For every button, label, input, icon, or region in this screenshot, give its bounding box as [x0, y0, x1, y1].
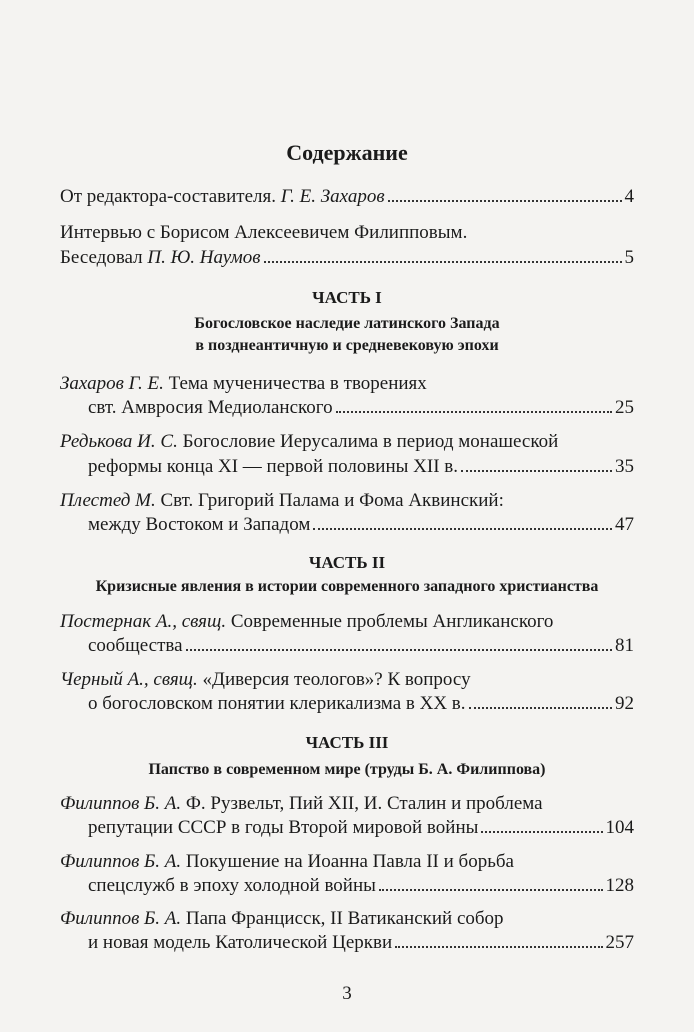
page-number: 25 [615, 397, 634, 418]
part-heading: ЧАСТЬ I [312, 288, 382, 307]
toc-entry-line1: Плестед М. Свт. Григорий Палама и Фома Аквинский: [60, 490, 504, 511]
page-folio: 3 [342, 983, 352, 1004]
entry-author: Захаров Г. Е. [60, 373, 164, 394]
toc-entry-line2: свт. Амвросия Медиоланского 25 [88, 397, 634, 418]
part-heading: ЧАСТЬ III [305, 733, 389, 752]
toc-entry-line1: Черный А., свящ. «Диверсия теологов»? К вопросу [60, 669, 471, 690]
part-subtitle: Богословское наследие латинского Запада [194, 315, 500, 332]
toc-entry-line1: Редькова И. С. Богословие Иерусалима в период монашеской [60, 431, 559, 452]
toc-entry-line1: Филиппов Б. А. Папа Францисск, II Ватиканский собор [60, 908, 504, 929]
page-number: 4 [624, 186, 634, 207]
leader-dots [469, 707, 612, 709]
page-number: 92 [615, 693, 634, 714]
leader-dots [388, 200, 622, 202]
part-heading: ЧАСТЬ II [308, 553, 386, 572]
toc-entry-editor: От редактора-составителя. Г. Е. Захаров 4 [60, 186, 634, 207]
leader-dots [336, 411, 612, 413]
toc-entry-line2: и новая модель Католической Церкви 257 [88, 932, 634, 953]
part-subtitle: Кризисные явления в истории современного западного христианства [95, 578, 599, 595]
entry-author: Редькова И. С. [60, 431, 178, 452]
leader-dots [379, 889, 603, 891]
page-number: 47 [615, 514, 634, 535]
toc-entry-line2: реформы конца XI — первой половины XII в. 35 [88, 456, 634, 477]
part-subtitle: Папство в современном мире (труды Б. А. Филиппова) [148, 761, 546, 778]
page-number: 257 [605, 932, 634, 953]
toc-entry-line1: Постернак А., свящ. Современные проблемы Англиканского [60, 611, 554, 632]
toc-entry-line2: спецслужб в эпоху холодной войны 128 [88, 875, 634, 896]
leader-dots [461, 470, 612, 472]
toc-entry-interview-line1: Интервью с Борисом Алексеевичем Филипповым. [60, 222, 468, 243]
leader-dots [313, 528, 612, 530]
toc-entry-line1: Филиппов Б. А. Ф. Рузвельт, Пий XII, И. Сталин и проблема [60, 793, 543, 814]
entry-author: Филиппов Б. А. [60, 793, 182, 814]
toc-entry-line2: между Востоком и Западом 47 [88, 514, 634, 535]
part-subtitle: в позднеантичную и средневековую эпохи [195, 337, 499, 354]
leader-dots [395, 946, 602, 948]
toc-entry-line1: Захаров Г. Е. Тема мученичества в творениях [60, 373, 427, 394]
toc-entry-line2: сообщества 81 [88, 635, 634, 656]
entry-author: Плестед М. [60, 490, 156, 511]
entry-author: Постернак А., свящ. [60, 611, 227, 632]
entry-author: Черный А., свящ. [60, 669, 198, 690]
page-number: 128 [605, 875, 634, 896]
leader-dots [481, 831, 602, 833]
toc-entry-interview-line2: Беседовал П. Ю. Наумов 5 [60, 247, 634, 268]
leader-dots [264, 261, 622, 263]
toc-entry-line2: о богословском понятии клерикализма в XX в. 92 [88, 693, 634, 714]
page-number: 5 [624, 247, 634, 268]
page-number: 104 [605, 817, 634, 838]
page-number: 81 [615, 635, 634, 656]
page-number: 35 [615, 456, 634, 477]
toc-entry-line2: репутации СССР в годы Второй мировой войны 104 [88, 817, 634, 838]
leader-dots [186, 649, 612, 651]
page-title: Содержание [286, 140, 408, 165]
toc-entry-line1: Филиппов Б. А. Покушение на Иоанна Павла II и борьба [60, 851, 514, 872]
entry-author: Филиппов Б. А. [60, 908, 182, 929]
entry-author: Филиппов Б. А. [60, 851, 182, 872]
